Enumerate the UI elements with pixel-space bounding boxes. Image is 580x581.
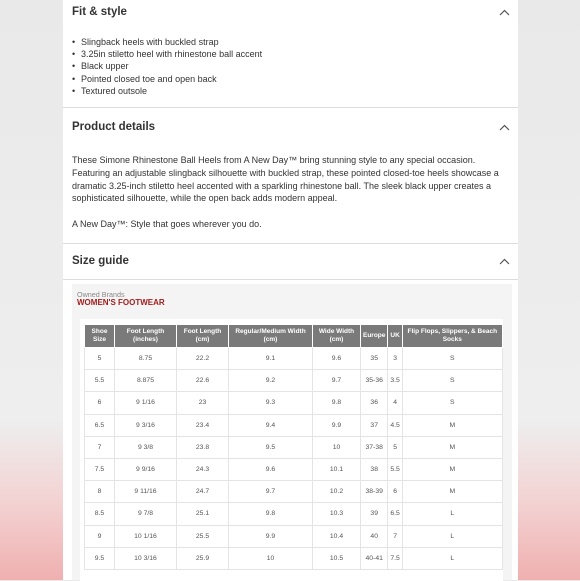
table-cell: 22.2	[177, 348, 229, 370]
product-description: These Simone Rhinestone Ball Heels from A New Day™ bring stunning style to any special occasion. Featuring an adjustable slingback silhouette with buckled strap, these pointed closed-toe heels showcase a dramatic 3.25-inch stiletto heel accented with a sparkling rhinestone ball. The sleek black upper creates a sophisticated silhouette, while the open back adds modern appeal.	[72, 155, 499, 204]
column-header: Shoe Size	[85, 325, 115, 348]
table-cell: 25.1	[177, 503, 229, 525]
table-cell: 9.6	[313, 348, 361, 370]
table-cell: 38	[361, 458, 388, 480]
list-item: • 3.25in stiletto heel with rhinestone ball accent	[81, 48, 262, 60]
table-cell: 9.7	[313, 370, 361, 392]
table-cell: 23.8	[177, 436, 229, 458]
table-cell: 40	[361, 525, 388, 547]
table-cell: 8.875	[115, 370, 177, 392]
table-cell: 10	[313, 436, 361, 458]
size-guide-header[interactable]	[72, 249, 518, 273]
chevron-up-icon[interactable]	[492, 5, 516, 19]
table-row	[85, 547, 503, 569]
table-cell: 39	[361, 503, 388, 525]
table-cell: 9.5	[229, 436, 313, 458]
table-row	[85, 436, 503, 458]
table-row	[85, 503, 503, 525]
column-header: Regular/Medium Width (cm)	[229, 325, 313, 348]
table-cell: 35-36	[361, 370, 388, 392]
table-cell: 38-39	[361, 481, 388, 503]
table-cell: 10	[229, 547, 313, 569]
table-cell: 9.9	[313, 414, 361, 436]
brand-tagline: A New Day™: Style that goes wherever you do.	[72, 219, 262, 229]
table-cell: 23	[177, 392, 229, 414]
table-cell: 36	[361, 392, 388, 414]
divider	[63, 243, 518, 244]
table-cell: 10.2	[313, 481, 361, 503]
table-cell: 37	[361, 414, 388, 436]
table-cell: M	[402, 436, 502, 458]
table-cell: 24.7	[177, 481, 229, 503]
table-cell: 10.4	[313, 525, 361, 547]
table-cell: 5	[85, 348, 115, 370]
table-cell: 9 9/16	[115, 458, 177, 480]
table-cell: L	[402, 525, 502, 547]
table-cell: S	[402, 348, 502, 370]
table-cell: 10.3	[313, 503, 361, 525]
table-cell: 9 3/8	[115, 436, 177, 458]
column-header: UK	[388, 325, 402, 348]
table-cell: M	[402, 414, 502, 436]
table-cell: 9	[85, 525, 115, 547]
table-cell: 9.6	[229, 458, 313, 480]
table-cell: 35	[361, 348, 388, 370]
table-cell: 8.5	[85, 503, 115, 525]
table-cell: 22.6	[177, 370, 229, 392]
owned-brands-label: Owned Brands	[77, 290, 125, 299]
divider	[63, 107, 518, 108]
table-cell: 40-41	[361, 547, 388, 569]
table-cell: 8	[85, 481, 115, 503]
table-cell: 23.4	[177, 414, 229, 436]
fit-style-title: Fit & style	[72, 6, 127, 18]
size-chart-table	[84, 324, 503, 570]
table-cell: 9.3	[229, 392, 313, 414]
table-cell: 37-38	[361, 436, 388, 458]
table-cell: 4	[388, 392, 402, 414]
table-cell: 9 11/16	[115, 481, 177, 503]
column-header: Europe	[361, 325, 388, 348]
table-cell: 10.5	[313, 547, 361, 569]
fit-style-list	[72, 36, 262, 97]
table-cell: 10 3/16	[115, 547, 177, 569]
column-header: Flip Flops, Slippers, & Beach Socks	[402, 325, 502, 348]
table-cell: M	[402, 481, 502, 503]
table-cell: 25.5	[177, 525, 229, 547]
table-cell: 9 7/8	[115, 503, 177, 525]
table-cell: 7.5	[85, 458, 115, 480]
table-cell: L	[402, 547, 502, 569]
table-cell: 25.9	[177, 547, 229, 569]
table-cell: 24.3	[177, 458, 229, 480]
table-cell: 9 3/16	[115, 414, 177, 436]
table-row	[85, 348, 503, 370]
table-cell: S	[402, 392, 502, 414]
column-header: Foot Length (cm)	[177, 325, 229, 348]
chevron-up-icon[interactable]	[492, 254, 516, 268]
table-cell: 6	[85, 392, 115, 414]
table-cell: 7	[388, 525, 402, 547]
table-cell: 10 1/16	[115, 525, 177, 547]
table-cell: 6.5	[85, 414, 115, 436]
list-item: • Textured outsole	[81, 85, 262, 97]
table-cell: 3.5	[388, 370, 402, 392]
table-cell: 9.2	[229, 370, 313, 392]
table-row	[85, 458, 503, 480]
column-header: Wide Width (cm)	[313, 325, 361, 348]
list-item: • Black upper	[81, 60, 262, 72]
table-cell: 8.75	[115, 348, 177, 370]
table-cell: 10.1	[313, 458, 361, 480]
table-header-row	[85, 325, 503, 348]
table-cell: 9.5	[85, 547, 115, 569]
category-heading: WOMEN'S FOOTWEAR	[77, 298, 165, 307]
table-cell: 9.1	[229, 348, 313, 370]
table-cell: 9.7	[229, 481, 313, 503]
chevron-up-icon[interactable]	[492, 120, 516, 134]
table-cell: 6.5	[388, 503, 402, 525]
table-cell: 7	[85, 436, 115, 458]
column-header: Foot Length (inches)	[115, 325, 177, 348]
list-item: • Pointed closed toe and open back	[81, 73, 262, 85]
product-details-title: Product details	[72, 121, 156, 133]
table-row	[85, 370, 503, 392]
divider	[63, 279, 518, 280]
table-cell: 9.8	[229, 503, 313, 525]
table-row	[85, 414, 503, 436]
product-details-header[interactable]	[72, 115, 518, 139]
table-cell: 9.4	[229, 414, 313, 436]
table-row	[85, 392, 503, 414]
table-cell: 5.5	[388, 458, 402, 480]
table-cell: 3	[388, 348, 402, 370]
table-cell: 9.8	[313, 392, 361, 414]
size-guide-title: Size guide	[72, 255, 129, 267]
table-row	[85, 481, 503, 503]
fit-style-header[interactable]	[72, 0, 518, 24]
table-cell: 5.5	[85, 370, 115, 392]
size-table-body	[85, 348, 503, 570]
table-cell: 9.9	[229, 525, 313, 547]
table-cell: M	[402, 458, 502, 480]
table-cell: L	[402, 503, 502, 525]
table-cell: 6	[388, 481, 402, 503]
list-item: • Slingback heels with buckled strap	[81, 36, 262, 48]
table-cell: S	[402, 370, 502, 392]
table-cell: 9 1/16	[115, 392, 177, 414]
table-cell: 5	[388, 436, 402, 458]
table-cell: 7.5	[388, 547, 402, 569]
table-row	[85, 525, 503, 547]
table-cell: 4.5	[388, 414, 402, 436]
